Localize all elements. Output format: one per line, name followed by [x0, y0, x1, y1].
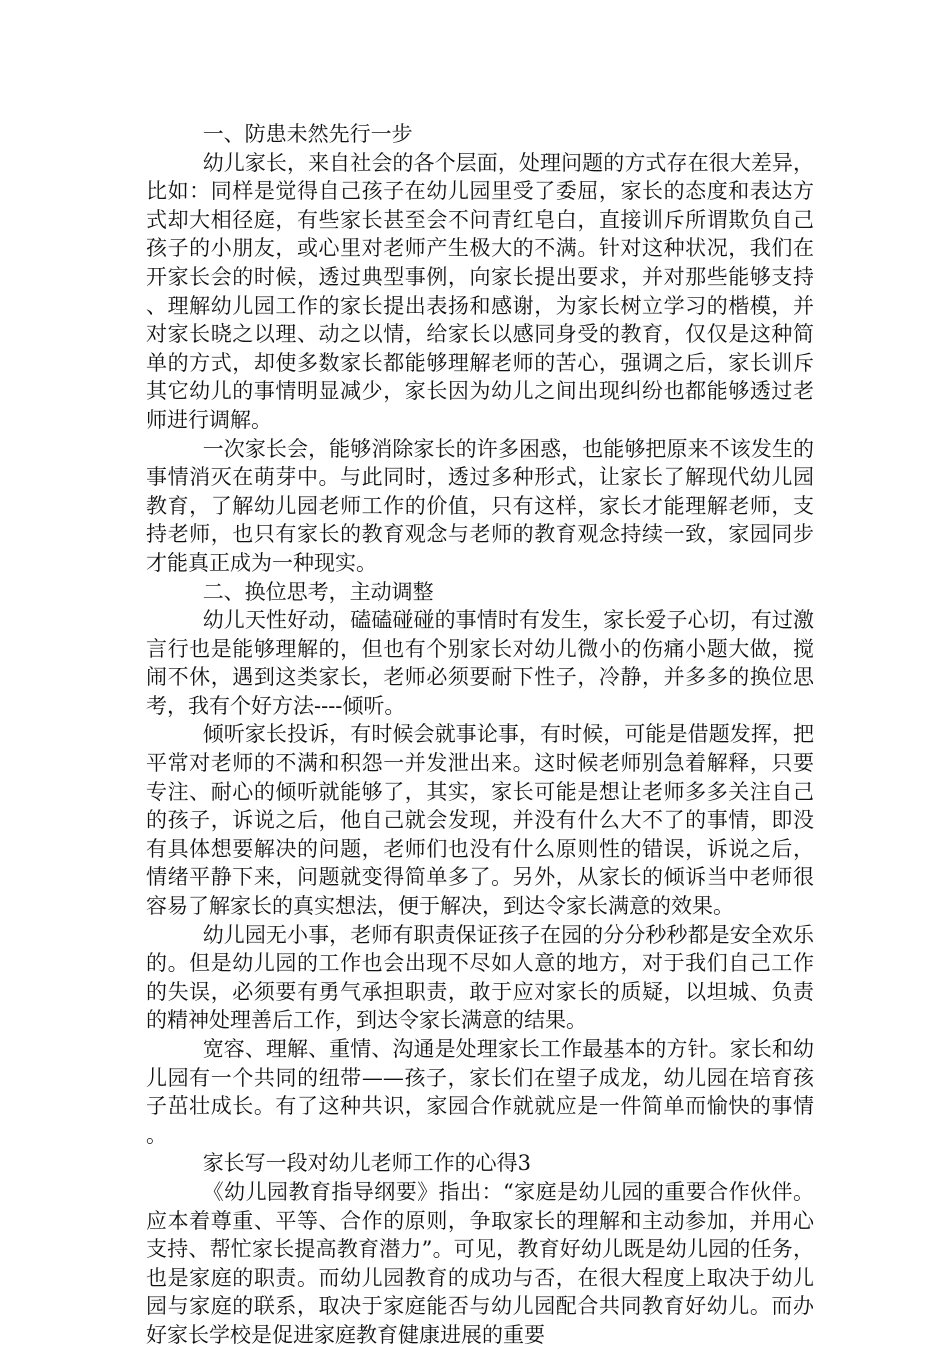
paragraph-6: 宽容、理解、重情、沟通是处理家长工作最基本的方针。家长和幼儿园有一个共同的纽带——孩子，家长们在望子成龙，幼儿园在培育孩子茁壮成长。有了这种共识，家园合作就就应是一件简单而愉快的事情。 — [146, 1037, 814, 1147]
section-heading-3: 家长写一段对幼儿老师工作的心得3 — [202, 1151, 532, 1176]
paragraph-1: 幼儿家长，来自社会的各个层面，处理问题的方式存在很大差异，比如：同样是觉得自己孩子在幼儿园里受了委屈，家长的态度和表达方式却大相径庭，有些家长甚至会不问青红皂白，直接训斥所谓欺负自己孩子的小朋友，或心里对老师产生极大的不满。针对这种状况，我们在开家长会的时候，透过典型事例，向家长提出要求，并对那些能够支持、理解幼儿园工作的家长提出表扬和感谢，为家长树立学习的楷模，并对家长晓之以理、动之以情，给家长以感同身受的教育，仅仅是这种简单的方式，却使多数家长都能够理解老师的苦心，强调之后，家长训斥其它幼儿的事情明显减少，家长因为幼儿之间出现纠纷也都能够透过老师进行调解。 — [146, 150, 814, 432]
section-heading-1: 一、防患未然先行一步 — [202, 122, 413, 146]
document-page — [146, 120, 814, 1350]
paragraph-4: 倾听家长投诉，有时候会就事论事，有时候，可能是借题发挥，把平常对老师的不满和积怨一并发泄出来。这时候老师别急着解释，只要专注、耐心的倾听就能够了，其实，家长可能是想让老师多多关注自己的孩子，诉说之后，他自己就会发现，并没有什么大不了的事情，即没有具体想要解决的问题，老师们也没有什么原则性的错误，诉说之后，情绪平静下来，问题就变得简单多了。另外，从家长的倾诉当中老师很容易了解家长的真实想法，便于解决，到达令家长满意的效果。 — [146, 722, 814, 919]
paragraph-3: 幼儿天性好动，磕磕碰碰的事情时有发生，家长爱子心切，有过激言行也是能够理解的，但也有个别家长对幼儿微小的伤痛小题大做，搅闹不休，遇到这类家长，老师必须要耐下性子，冷静，并多多的换位思考，我有个好方法----倾听。 — [146, 608, 814, 718]
paragraph-2: 一次家长会，能够消除家长的许多困惑，也能够把原来不该发生的事情消灭在萌芽中。与此同时，透过多种形式，让家长了解现代幼儿园教育，了解幼儿园老师工作的价值，只有这样，家长才能理解老师，支持老师，也只有家长的教育观念与老师的教育观念持续一致，家园同步才能真正成为一种现实。 — [146, 436, 814, 575]
paragraph-5: 幼儿园无小事，老师有职责保证孩子在园的分分秒秒都是安全欢乐的。但是幼儿园的工作也会出现不尽如人意的地方，对于我们自己工作的失误，必须要有勇气承担职责，敢于应对家长的质疑，以坦城、负责的精神处理善后工作，到达令家长满意的结果。 — [146, 922, 814, 1033]
section-heading-2: 二、换位思考，主动调整 — [202, 579, 434, 604]
paragraph-7: 《幼儿园教育指导纲要》指出：“家庭是幼儿园的重要合作伙伴。应本着尊重、平等、合作的原则，争取家长的理解和主动参加，并用心支持、帮忙家长提高教育潜力”。可见，教育好幼儿既是幼儿园的任务，也是家庭的职责。而幼儿园教育的成功与否，在很大程度上取决于幼儿园与家庭的联系，取决于家庭能否与幼儿园配合共同教育好幼儿。而办好家长学校是促进家庭教育健康进展的重要 — [146, 1179, 814, 1347]
